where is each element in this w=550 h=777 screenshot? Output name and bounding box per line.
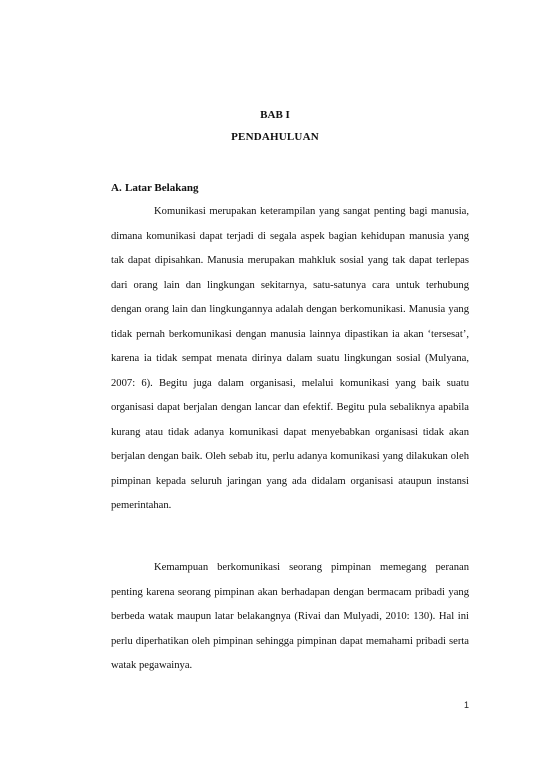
chapter-number: BAB I (260, 109, 290, 121)
section-letter: A. (111, 182, 122, 194)
page-number: 1 (463, 700, 469, 710)
body-paragraph: Komunikasi merupakan keterampilan yang sangat penting bagi manusia, dimana komunikasi dapat terjadi di segala aspek bagian kehidupan manusia yang tak dapat dipisahkan. Manusia merupakan mahkluk sosial yang tak dapat terlepas dari orang lain dan lingkungan sekitarnya, satu-satunya cara untuk terhubung dengan orang lain dan lingkungannya adalah dengan berkomunikasi. Manusia yang tidak pernah berkomunikasi dengan manusia lainnya dipastikan ia akan ‘tersesat’, karena ia tidak sempat menata dirinya dalam suatu lingkungan sosial (Mulyana, 2007: 6). Begitu juga dalam organisasi, melalui komunikasi yang baik suatu organisasi dapat berjalan dengan lancar dan efektif. Begitu pula sebaliknya apabila kurang atau tidak adanya komunikasi dapat menyebabkan organisasi tidak akan berjalan dengan baik. Oleh sebab itu, perlu adanya komunikasi yang dilakukan oleh pimpinan kepada seluruh jaringan yang ada didalam organisasi ataupun instansi pemerintahan. (111, 206, 469, 511)
section-heading (111, 182, 198, 194)
section-title: Latar Belakang (125, 182, 199, 194)
body-paragraph: Kemampuan berkomunikasi seorang pimpinan memegang peranan penting karena seorang pimpinan akan berhadapan dengan bermacam pribadi yang berbeda watak maupun latar belakangnya (Rivai dan Mulyadi, 2010: 130). Hal ini perlu diperhatikan oleh pimpinan sehingga pimpinan dapat memahami pribadi serta watak pegawainya. (111, 562, 469, 671)
chapter-title: PENDAHULUAN (231, 131, 319, 143)
